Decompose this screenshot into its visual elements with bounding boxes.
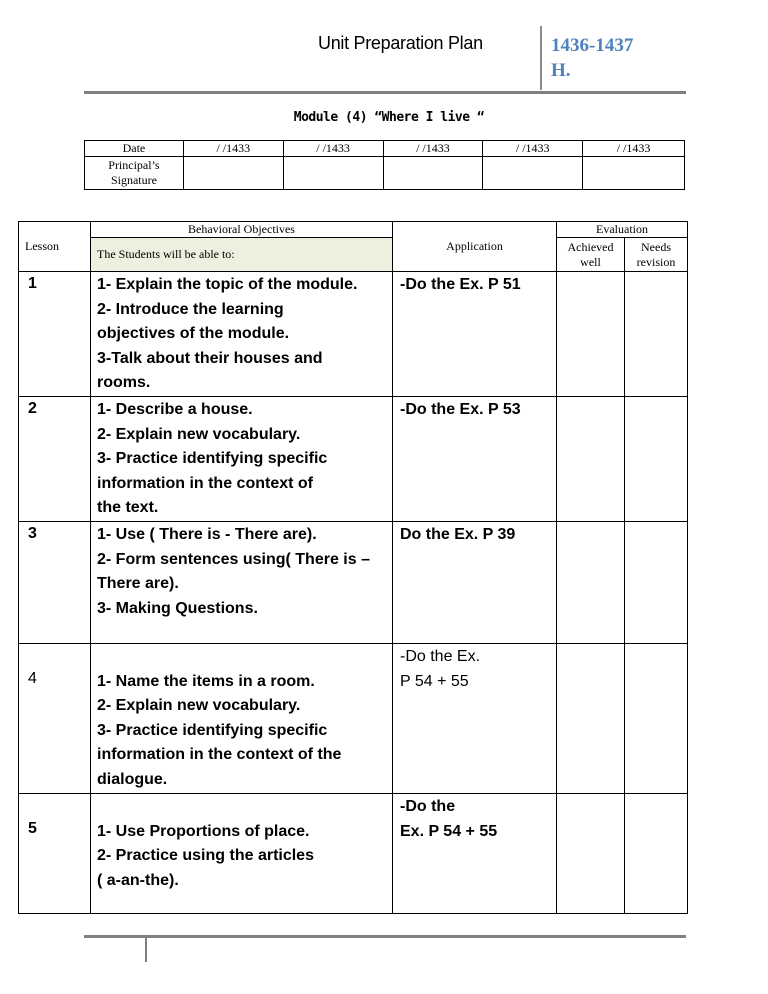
application-header: Application xyxy=(393,222,557,272)
lesson-number: 5 xyxy=(19,793,91,913)
header-divider xyxy=(540,26,542,90)
hijri-year-line1: 1436-1437 xyxy=(551,35,634,56)
achieved-well-header xyxy=(557,238,625,272)
achieved-line1: Achieved xyxy=(567,239,614,254)
objective-line: 2- Explain new vocabulary. xyxy=(97,697,301,715)
header-row-2 xyxy=(19,238,688,272)
objective-line: information in the context of xyxy=(97,474,313,492)
lesson-row-3 xyxy=(19,521,688,643)
lesson-row-1 xyxy=(19,272,688,397)
objective-line: 2- Practice using the articles xyxy=(97,847,314,865)
application-cell xyxy=(393,521,557,643)
objective-line: objectives of the module. xyxy=(97,325,290,343)
application-line: Ex. P 54 + 55 xyxy=(400,822,498,840)
objective-line: 3- Making Questions. xyxy=(97,599,258,617)
objective-line: 1- Use Proportions of place. xyxy=(97,822,310,840)
footer-rule xyxy=(84,935,686,938)
objective-line: 2- Explain new vocabulary. xyxy=(97,425,301,443)
lesson-row-5 xyxy=(19,793,688,913)
objective-line: 3- Practice identifying specific xyxy=(97,721,328,739)
objective-line: rooms. xyxy=(97,374,151,392)
lesson-number: 4 xyxy=(19,643,91,793)
achieved-cell xyxy=(557,643,625,793)
date-cell: / /1433 xyxy=(183,141,283,157)
signature-cell xyxy=(583,157,685,190)
objective-line: 1- Explain the topic of the module. xyxy=(97,276,358,293)
objectives-cell xyxy=(91,272,393,397)
signature-cell xyxy=(283,157,383,190)
application-line: -Do the Ex. P 53 xyxy=(400,400,521,418)
hijri-year xyxy=(551,33,681,83)
objective-line: information in the context of the xyxy=(97,746,342,764)
needs-revision-cell xyxy=(625,643,688,793)
needs-revision-header xyxy=(625,238,688,272)
achieved-line2: well xyxy=(580,254,601,269)
objectives-cell xyxy=(91,643,393,793)
objective-line: 1- Name the items in a room. xyxy=(97,672,315,690)
needs-revision-cell xyxy=(625,521,688,643)
header-row-1 xyxy=(19,222,688,238)
application-line: -Do the Ex. P 51 xyxy=(400,276,521,293)
objective-line: 1- Describe a house. xyxy=(97,400,253,418)
needs-revision-cell xyxy=(625,272,688,397)
objective-line xyxy=(97,795,392,820)
principal-label-line2: Signature xyxy=(110,173,157,187)
application-line: -Do the Ex. xyxy=(400,647,481,665)
application-cell xyxy=(393,396,557,521)
lesson-row-4 xyxy=(19,643,688,793)
objective-line: 3- Practice identifying specific xyxy=(97,450,328,468)
achieved-cell xyxy=(557,521,625,643)
date-label: Date xyxy=(85,141,184,157)
application-cell xyxy=(393,643,557,793)
date-cell: / /1433 xyxy=(483,141,583,157)
hijri-year-line2: H. xyxy=(551,60,571,81)
objective-line: There are). xyxy=(97,575,179,593)
evaluation-header: Evaluation xyxy=(557,222,688,238)
achieved-cell xyxy=(557,272,625,397)
objective-line: dialogue. xyxy=(97,770,168,788)
application-cell xyxy=(393,793,557,913)
needs-line1: Needs xyxy=(641,239,671,254)
module-title: Module (4) “Where I live “ xyxy=(293,110,485,125)
application-line: -Do the xyxy=(400,797,456,815)
lesson-row-2 xyxy=(19,396,688,521)
needs-revision-cell xyxy=(625,793,688,913)
date-cell: / /1433 xyxy=(383,141,483,157)
objective-line: 2- Introduce the learning xyxy=(97,300,284,318)
achieved-cell xyxy=(557,396,625,521)
application-line: Do the Ex. P 39 xyxy=(400,525,516,543)
signature-row xyxy=(85,157,685,190)
objectives-cell xyxy=(91,793,393,913)
objective-line: 3-Talk about their houses and xyxy=(97,349,323,367)
date-cell: / /1433 xyxy=(283,141,383,157)
lesson-number: 2 xyxy=(19,396,91,521)
date-row xyxy=(85,141,685,157)
lesson-number: 1 xyxy=(19,272,91,397)
date-cell: / /1433 xyxy=(583,141,685,157)
signature-table xyxy=(84,140,685,190)
objective-line: 2- Form sentences using( There is – xyxy=(97,550,370,568)
objective-line xyxy=(97,645,392,670)
objectives-cell xyxy=(91,396,393,521)
lesson-header: Lesson xyxy=(19,222,91,272)
footer-divider xyxy=(145,938,147,962)
objectives-cell xyxy=(91,521,393,643)
principal-label-line1: Principal’s xyxy=(108,158,160,172)
signature-cell xyxy=(183,157,283,190)
application-line: P 54 + 55 xyxy=(400,672,469,690)
header-rule xyxy=(84,91,686,94)
objective-line: ( a-an-the). xyxy=(97,871,179,889)
signature-cell xyxy=(483,157,583,190)
objective-line: 1- Use ( There is - There are). xyxy=(97,525,317,543)
behavioral-objectives-header: Behavioral Objectives xyxy=(91,222,393,238)
lesson-plan-table xyxy=(18,221,688,914)
needs-revision-cell xyxy=(625,396,688,521)
lesson-number: 3 xyxy=(19,521,91,643)
needs-line2: revision xyxy=(636,254,676,269)
principal-signature-label xyxy=(85,157,184,190)
application-cell xyxy=(393,272,557,397)
objective-line: the text. xyxy=(97,499,159,517)
achieved-cell xyxy=(557,793,625,913)
document-title: Unit Preparation Plan xyxy=(318,33,483,53)
students-able-header: The Students will be able to: xyxy=(91,238,393,272)
signature-cell xyxy=(383,157,483,190)
